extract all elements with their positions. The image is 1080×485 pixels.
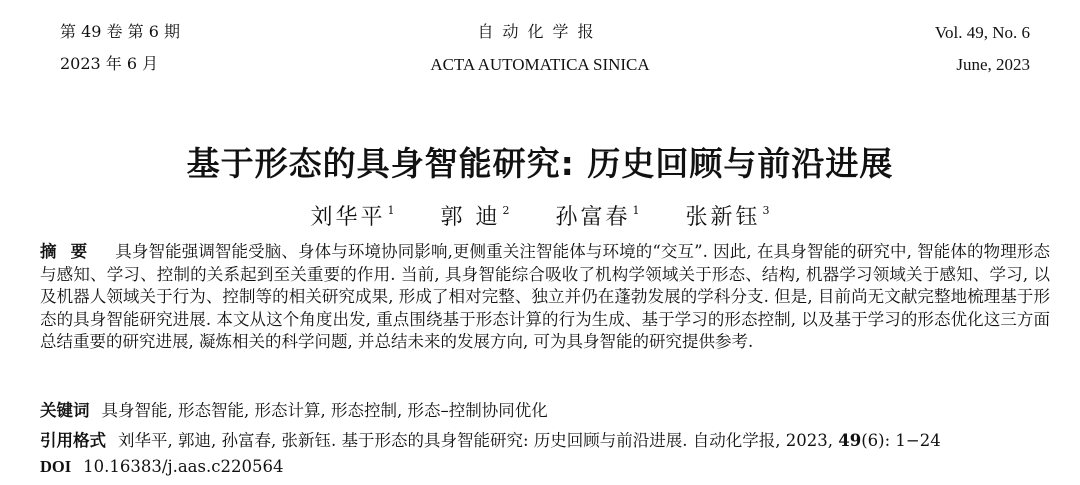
author-name: 张新钰	[685, 205, 761, 230]
volume-issue: 第 49 卷 第 6 期	[60, 22, 180, 41]
doi-value[interactable]: 10.16383/j.aas.c220564	[83, 457, 284, 476]
date-en: June, 2023	[956, 55, 1030, 74]
author-name: 孙富春	[555, 205, 631, 230]
keywords-label: 关键词	[40, 401, 90, 420]
abstract	[40, 241, 1050, 354]
citation-pages: (6): 1−24	[861, 431, 941, 450]
paper-title: 基于形态的具身智能研究: 历史回顾与前沿进展	[186, 144, 894, 183]
volume-en: Vol. 49, No. 6	[934, 23, 1030, 42]
keywords	[40, 397, 548, 421]
author	[440, 200, 509, 231]
author	[686, 200, 770, 231]
keywords-text: 具身智能, 形态智能, 形态计算, 形态控制, 形态–控制协同优化	[101, 401, 548, 420]
citation-label: 引用格式	[40, 431, 106, 450]
author-affiliation: 1	[632, 204, 640, 217]
doi-label: DOI	[40, 457, 72, 476]
author	[310, 200, 394, 231]
abstract-text: 具身智能强调智能受脑、身体与环境协同影响,更侧重关注智能体与环境的“交互”. 因此, 在具身智能的研究中, 智能体的物理形态与感知、学习、控制的关系起到至关重要的作用. 当前, 具身智能综合吸收了机构学领域关于形态、结构, 机器学习领域关于感知、学习, 以及机器人领域关于行为、控制等的相关研究成果, 形成了相对完整、独立并仍在蓬勃发展的学科分支. 但是, 目前尚无文献完整地梳理基于形态的具身智能研究进展. 本文从这个角度出发, 重点围绕基于形态计算的行为生成、基于学习的形态控制, 以及基于学习的形态优化这三方面总结重要的研究进展, 凝炼相关的科学问题, 并总结未来的发展方向, 可为具身智能的研究提供参考.	[40, 242, 1050, 352]
author-affiliation: 2	[502, 204, 510, 217]
citation	[40, 427, 941, 451]
journal-name-en: ACTA AUTOMATICA SINICA	[430, 55, 650, 74]
doi	[40, 457, 283, 477]
author-name: 郭 迪	[440, 205, 501, 230]
author	[555, 200, 639, 231]
citation-text: 刘华平, 郭迪, 孙富春, 张新钰. 基于形态的具身智能研究: 历史回顾与前沿进展. 自动化学报, 2023,	[118, 431, 839, 450]
author-affiliation: 3	[762, 204, 770, 217]
author-list	[0, 200, 1080, 231]
journal-name-cn: 自动化学报	[477, 22, 603, 41]
author-affiliation: 1	[387, 204, 395, 217]
date-cn: 2023 年 6 月	[60, 54, 159, 73]
abstract-label: 摘要	[40, 242, 102, 261]
citation-volume: 49	[838, 431, 862, 450]
author-name: 刘华平	[310, 205, 386, 230]
